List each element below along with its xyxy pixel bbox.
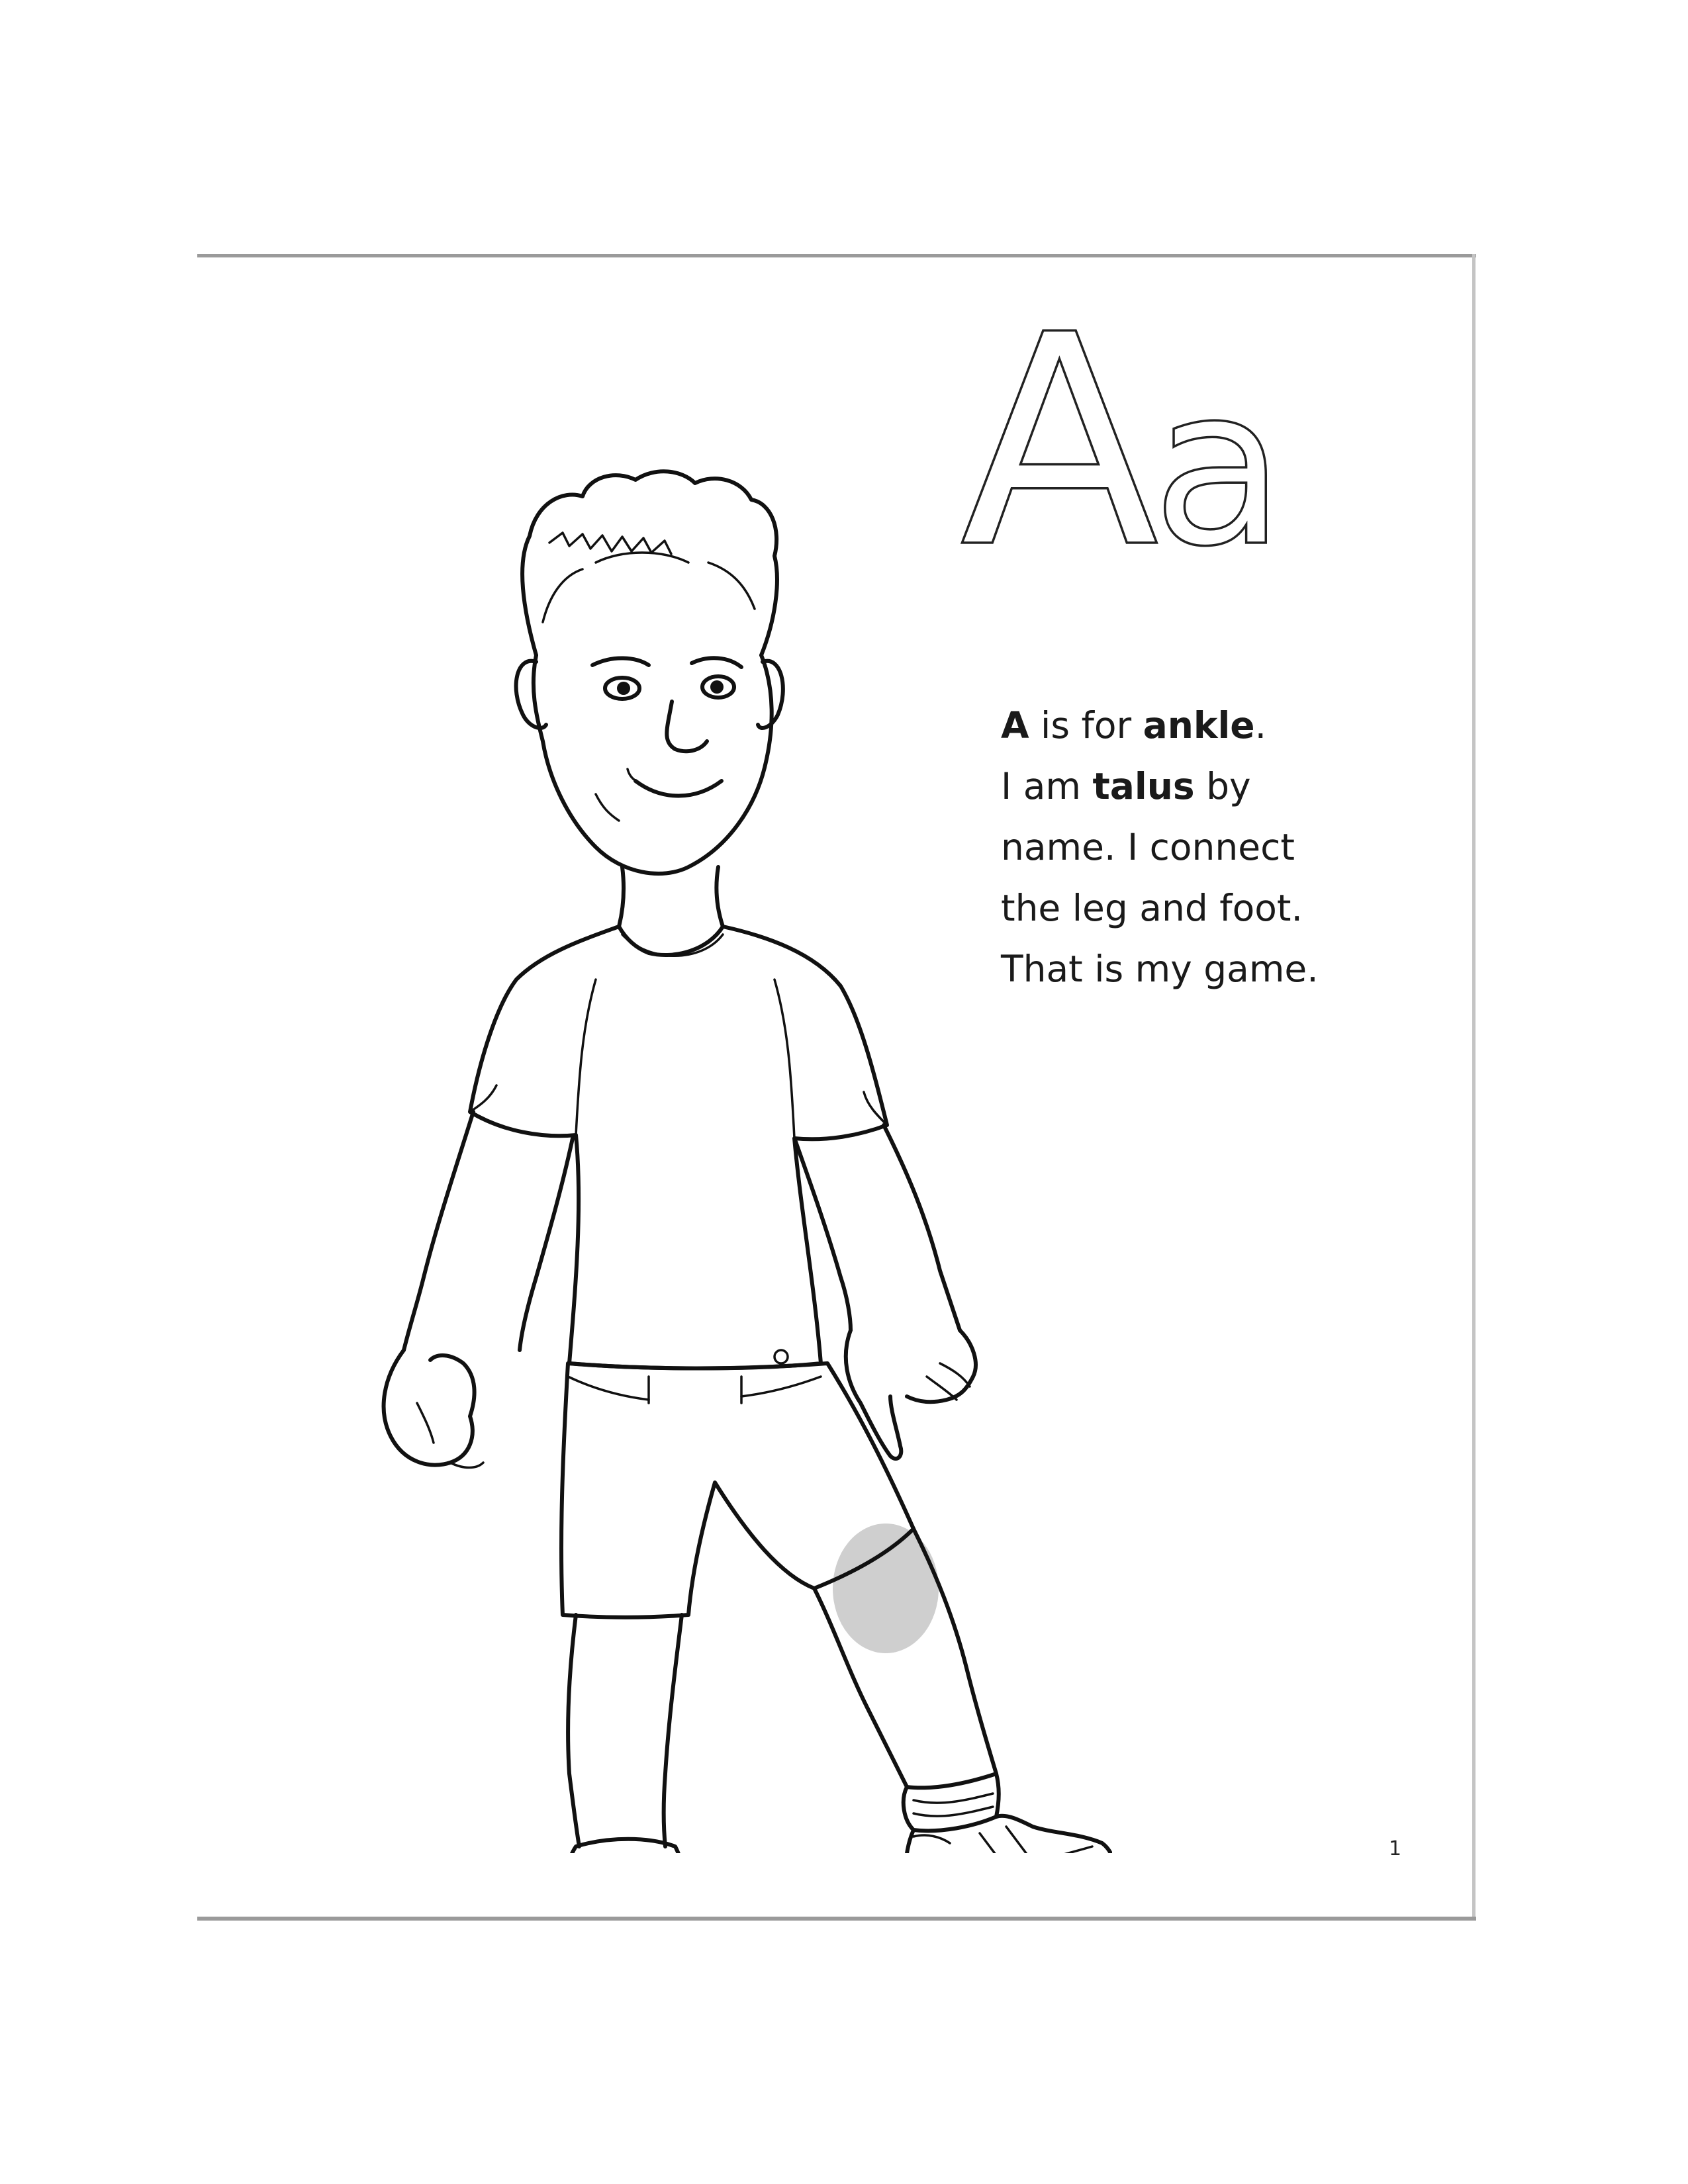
verse-keyword-ankle: ankle (1143, 704, 1255, 747)
verse-keyword-talus: talus (1092, 765, 1195, 807)
hair (522, 471, 777, 655)
verse-line-5: That is my game. (1001, 948, 1319, 990)
page-number: 1 (1389, 1837, 1402, 1860)
verse-letter: A (1001, 704, 1029, 747)
verse-line-4: the leg and foot. (1001, 887, 1303, 929)
t-shirt (470, 927, 887, 1369)
right-shoe (906, 1816, 1112, 1853)
lowercase-letter: a (1152, 340, 1286, 569)
left-shoe (565, 1839, 725, 1853)
page-frame-top (197, 254, 1476, 257)
uppercase-letter: A (960, 318, 1159, 569)
boy-illustration (252, 344, 1112, 1853)
ankle-highlight (833, 1524, 939, 1653)
verse-line-3: name. I connect (1001, 826, 1295, 868)
verse-line-2: I am talus by (1001, 765, 1251, 807)
page-frame-right (1472, 254, 1476, 1921)
verse-line-1: A is for ankle. (1001, 704, 1267, 747)
page-frame-bottom (197, 1917, 1476, 1921)
